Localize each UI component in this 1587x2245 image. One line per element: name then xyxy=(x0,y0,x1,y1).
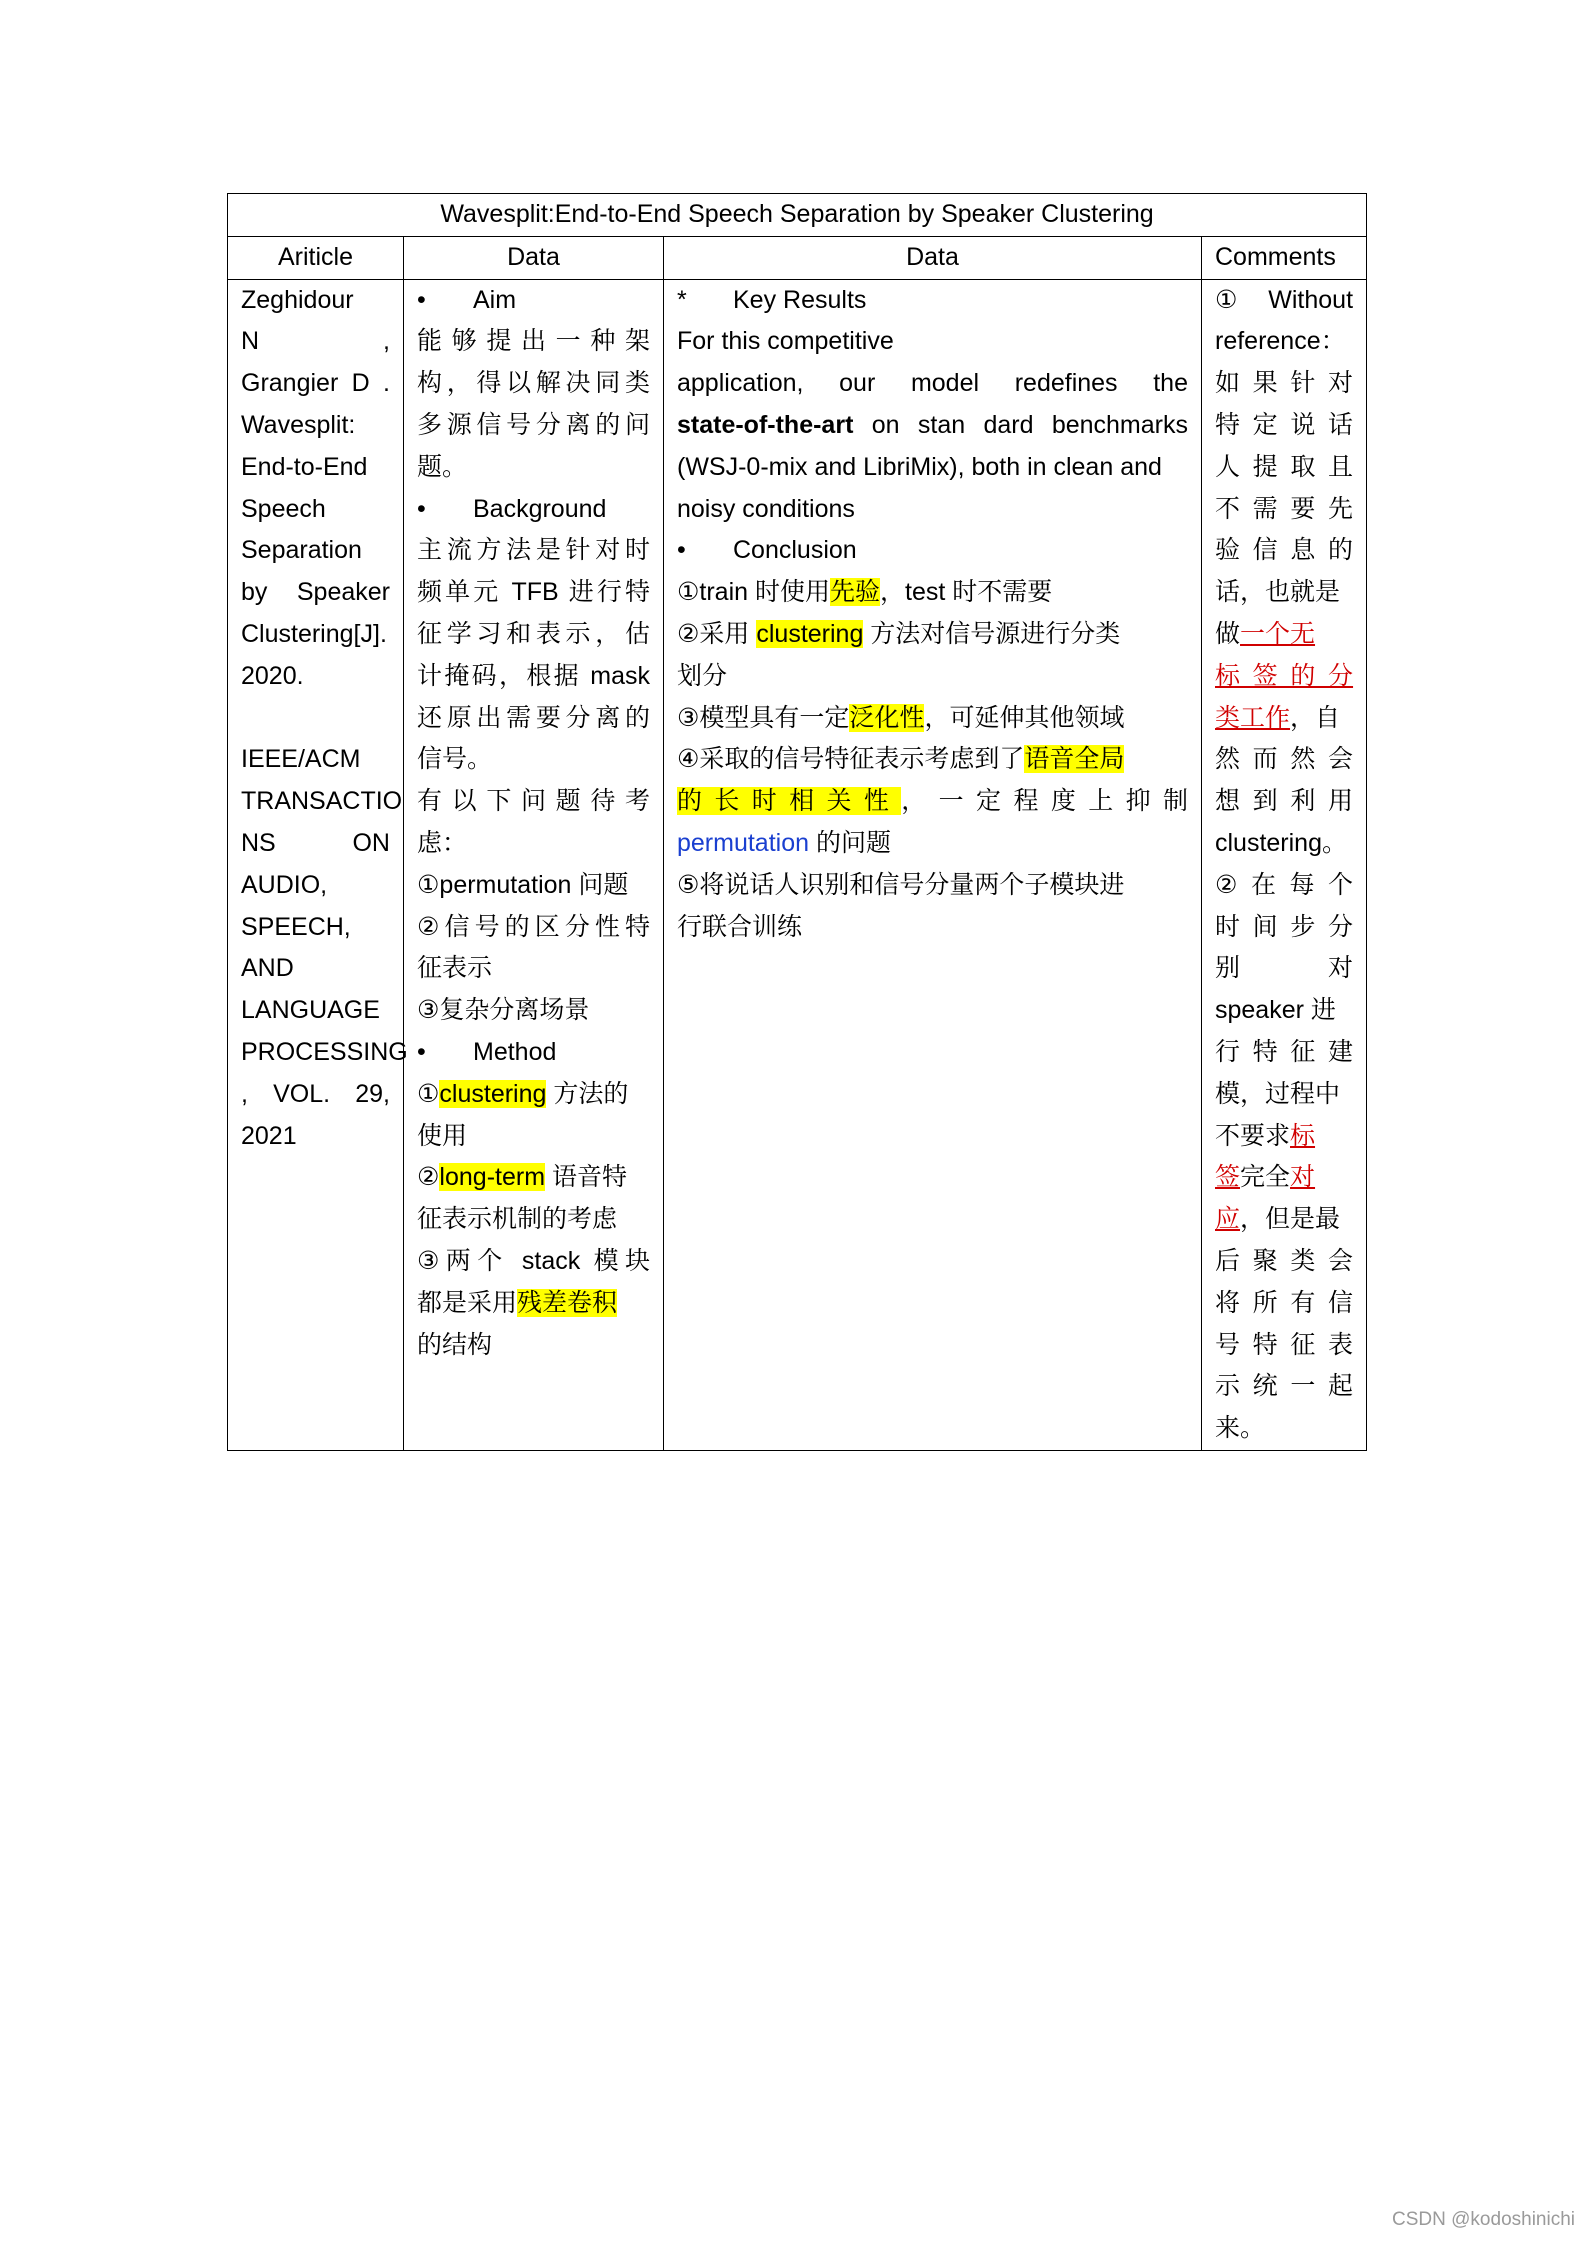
data-cell-1 xyxy=(404,279,664,1450)
article-line: AUDIO, xyxy=(241,870,328,899)
article-line: N , xyxy=(241,327,390,356)
comment-line: reference： xyxy=(1215,327,1346,356)
comment-line: clustering。 xyxy=(1215,828,1347,857)
background-line: 频单元 TFB 进行特 xyxy=(417,578,650,607)
article-line: NS ON xyxy=(241,828,390,857)
method-line: 使用 xyxy=(417,1121,468,1150)
conclusion-line: permutation 的问题 xyxy=(677,828,891,857)
comment-line: 不要求标 xyxy=(1215,1121,1316,1150)
comment-line: 人提取且 xyxy=(1215,452,1354,481)
conclusion-line: ⑤将说话人识别和信号分量两个子模块进 xyxy=(677,870,1125,899)
conclusion-line: ①train 时使用先验，test 时不需要 xyxy=(677,578,1053,607)
key-results-line: state-of-the-art on stan dard benchmarks xyxy=(677,410,1188,439)
header-comments: Comments xyxy=(1202,236,1367,279)
comment-line: 不需要先 xyxy=(1215,494,1354,523)
conclusion-line: 划分 xyxy=(677,661,728,690)
article-cell xyxy=(228,279,408,1450)
comment-line: ① Without xyxy=(1215,285,1354,314)
comment-line: 想到利用 xyxy=(1215,787,1354,816)
background-line: 征学习和表示，估 xyxy=(417,619,650,648)
comment-line: 类工作，自 xyxy=(1215,703,1341,732)
aim-line: 多源信号分离的问 xyxy=(417,410,650,439)
background-line: 计掩码，根据 mask xyxy=(417,661,650,690)
conclusion-line: 的长时相关性，一定程度上抑制 xyxy=(677,787,1188,816)
article-blank-line xyxy=(241,698,390,740)
article-line: Grangier D . xyxy=(241,369,390,398)
key-results-line: (WSJ-0-mix and LibriMix), both in clean and xyxy=(677,452,1162,481)
comment-line: 将所有信 xyxy=(1215,1288,1354,1317)
conclusion-line: 行联合训练 xyxy=(677,912,803,941)
article-line: SPEECH, xyxy=(241,912,351,941)
method-line: ①clustering 方法的 xyxy=(417,1079,629,1108)
aim-heading: • Aim xyxy=(417,285,517,314)
comment-line: 标签的分 xyxy=(1215,661,1354,690)
article-line: 2020. xyxy=(241,661,304,690)
background-line: 虑： xyxy=(417,828,468,857)
data-cell-2 xyxy=(664,279,1202,1450)
article-line: 2021 xyxy=(241,1121,297,1150)
problem-line: ②信号的区分性特 xyxy=(417,912,650,941)
comment-line: 时间步分 xyxy=(1215,912,1354,941)
paper-summary-table xyxy=(227,193,1367,1451)
article-line: AND xyxy=(241,954,294,983)
problem-line: ①permutation 问题 xyxy=(417,870,629,899)
method-line: ③两个 stack 模块 xyxy=(417,1246,650,1275)
key-results-heading: * Key Results xyxy=(677,285,867,314)
comments-cell xyxy=(1202,279,1367,1450)
problem-line: ③复杂分离场景 xyxy=(417,996,590,1025)
comment-line: 后聚类会 xyxy=(1215,1246,1354,1275)
aim-line: 能够提出一种架 xyxy=(417,327,650,356)
comment-line: 做一个无 xyxy=(1215,619,1316,648)
comment-line: speaker 进 xyxy=(1215,996,1336,1025)
article-line: Speech xyxy=(241,494,326,523)
header-data-1: Data xyxy=(404,236,664,279)
comment-line: 然而然会 xyxy=(1215,745,1354,774)
comment-line: 行特征建 xyxy=(1215,1037,1354,1066)
key-results-line: noisy conditions xyxy=(677,494,855,523)
article-line: Wavesplit: xyxy=(241,410,356,439)
article-line: LANGUAGE xyxy=(241,996,380,1025)
header-article: Ariticle xyxy=(228,236,404,279)
article-line: PROCESSING xyxy=(241,1037,408,1066)
conclusion-heading: • Conclusion xyxy=(677,536,857,565)
conclusion-line: ②采用 clustering 方法对信号源进行分类 xyxy=(677,619,1121,648)
comment-line: 话，也就是 xyxy=(1215,578,1341,607)
comment-line: 验信息的 xyxy=(1215,536,1354,565)
conclusion-line: ④采取的信号特征表示考虑到了语音全局 xyxy=(677,745,1125,774)
background-line: 还原出需要分离的 xyxy=(417,703,650,732)
background-heading: • Background xyxy=(417,494,607,523)
key-results-line: application, our model redefines the xyxy=(677,369,1188,398)
comment-line: 应，但是最 xyxy=(1215,1205,1341,1234)
article-line: Separation xyxy=(241,536,362,565)
article-line: , VOL. 29, xyxy=(241,1079,390,1108)
article-line: IEEE/ACM xyxy=(241,745,361,774)
method-line: ②long-term 语音特 xyxy=(417,1163,627,1192)
aim-line: 构，得以解决同类 xyxy=(417,369,650,398)
background-line: 主流方法是针对时 xyxy=(417,536,650,565)
conclusion-line: ③模型具有一定泛化性，可延伸其他领域 xyxy=(677,703,1125,732)
background-line: 有以下问题待考 xyxy=(417,787,650,816)
comment-line: 来。 xyxy=(1215,1414,1266,1443)
watermark-footer: CSDN @kodoshinichi xyxy=(1392,2209,1575,2230)
method-heading: • Method xyxy=(417,1037,557,1066)
article-line: by Speaker xyxy=(241,578,390,607)
key-results-line: For this competitive xyxy=(677,327,894,356)
method-line: 征表示机制的考虑 xyxy=(417,1205,618,1234)
comment-line: 特定说话 xyxy=(1215,410,1354,439)
article-line: End-to-End xyxy=(241,452,368,481)
comment-line: 如果针对 xyxy=(1215,369,1354,398)
comment-line: 模，过程中 xyxy=(1215,1079,1341,1108)
problem-line: 征表示 xyxy=(417,954,493,983)
comment-line: 签完全对 xyxy=(1215,1163,1316,1192)
comment-line: 别 对 xyxy=(1215,954,1354,983)
comment-line: 号特征表 xyxy=(1215,1330,1354,1359)
table-title: Wavesplit:End-to-End Speech Separation by Speaker Clustering xyxy=(228,194,1367,237)
comment-line: 示统一起 xyxy=(1215,1372,1354,1401)
method-line: 的结构 xyxy=(417,1330,493,1359)
method-line: 都是采用残差卷积 xyxy=(417,1288,618,1317)
aim-line: 题。 xyxy=(417,452,468,481)
article-line: Clustering[J]. xyxy=(241,619,387,648)
article-line: TRANSACTIO xyxy=(241,787,403,816)
header-data-2: Data xyxy=(664,236,1202,279)
article-line: Zeghidour xyxy=(241,285,354,314)
comment-line: ②在每个 xyxy=(1215,870,1354,899)
background-line: 信号。 xyxy=(417,745,493,774)
